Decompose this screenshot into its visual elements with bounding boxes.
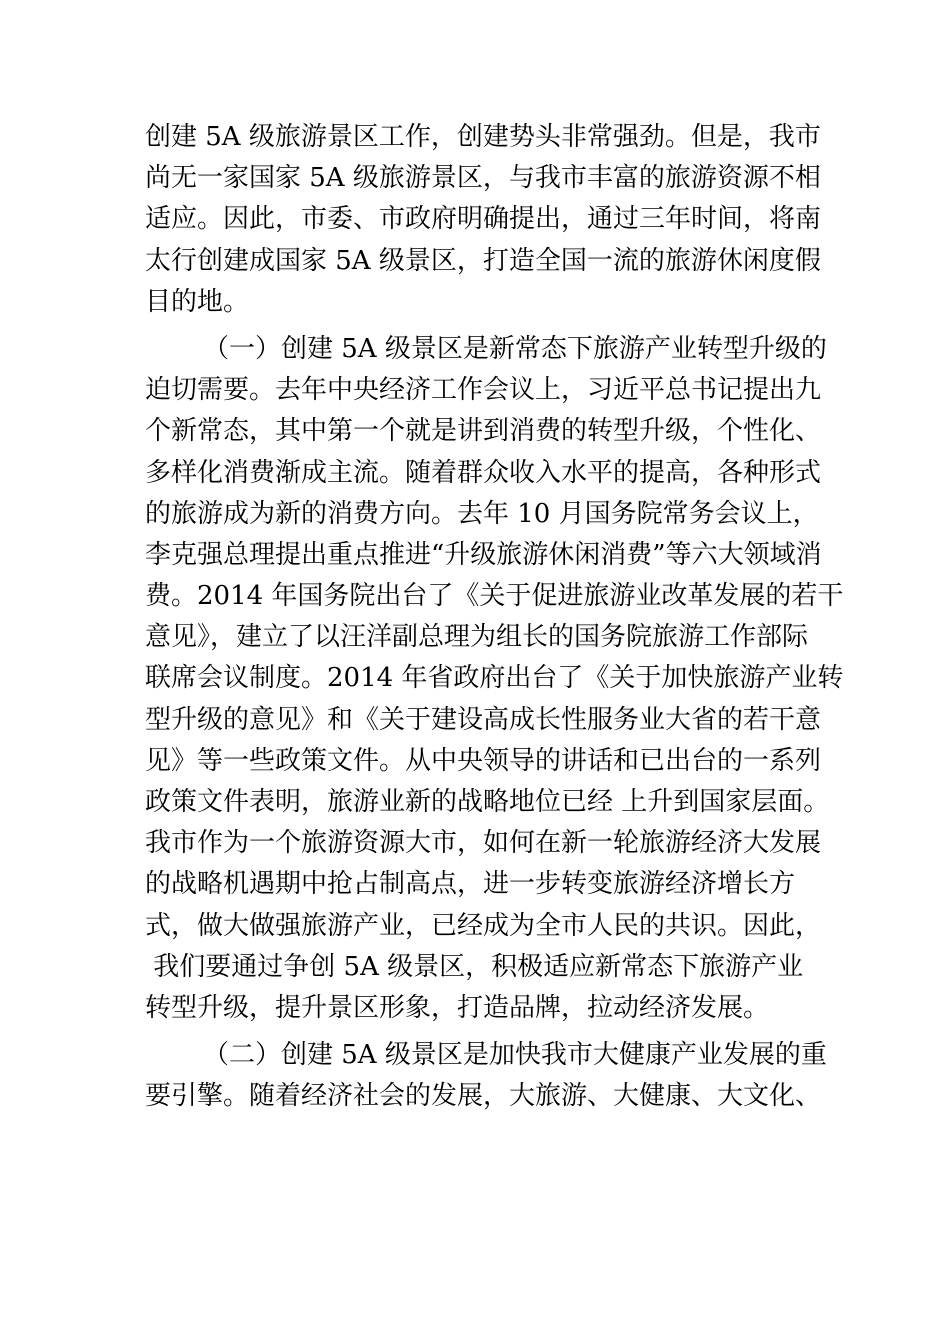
text-line: 费。2014 年国务院出台了《关于促进旅游业改革发展的若干 — [145, 581, 844, 612]
text-line: 我市作为一个旅游资源大市，如何在新一轮旅游经济大发展 — [145, 828, 822, 859]
text-line: 式，做大做强旅游产业，已经成为全市人民的共识。因此， — [145, 910, 822, 941]
text-line: 个新常态，其中第一个就是讲到消费的转型升级，个性化、 — [145, 416, 822, 447]
text-line: 多样化消费渐成主流。随着群众收入水平的提高，各种形式 — [145, 457, 822, 488]
text-line: 我们要通过争创 5A 级景区，积极适应新常态下旅游产业 — [145, 951, 804, 982]
paragraph-3 — [145, 1035, 827, 1117]
text-line: 创建 5A 级旅游景区工作，创建势头非常强劲。但是，我市 — [145, 122, 821, 152]
text-line: 的战略机遇期中抢占制高点，进一步转变旅游经济增长方 — [145, 869, 796, 900]
text-line: 太行创建成国家 5A 级景区，打造全国一流的旅游休闲度假 — [145, 245, 821, 276]
text-line: 转型升级，提升景区形象，打造品牌，拉动经济发展。 — [145, 992, 770, 1023]
text-line: 迫切需要。去年中央经济工作会议上，习近平总书记提出九 — [145, 375, 822, 406]
text-line: 目的地。 — [145, 286, 250, 317]
text-line: 尚无一家国家 5A 级旅游景区，与我市丰富的旅游资源不相 — [145, 163, 821, 194]
text-line: 政策文件表明，旅游业新的战略地位已经 上升到国家层面。 — [145, 787, 830, 817]
text-line: 意见》，建立了以汪洋副总理为组长的国务院旅游工作部际 — [145, 622, 809, 653]
document-body — [145, 117, 844, 1118]
paragraph-1 — [145, 117, 822, 323]
text-line: （一）创建 5A 级景区是新常态下旅游产业转型升级的 — [203, 333, 827, 364]
text-line: 李克强总理提出重点推进“升级旅游休闲消费”等六大领域消 — [145, 539, 822, 570]
text-line: （二）创建 5A 级景区是加快我市大健康产业发展的重 — [203, 1040, 827, 1071]
text-line: 适应。因此，市委、市政府明确提出，通过三年时间，将南 — [145, 204, 822, 235]
paragraph-2 — [145, 329, 844, 1029]
text-line: 见》等一些政策文件。从中央领导的讲话和已出台的一系列 — [145, 745, 822, 776]
text-line: 的旅游成为新的消费方向。去年 10 月国务院常务会议上， — [145, 498, 819, 529]
text-line: 联席会议制度。2014 年省政府出台了《关于加快旅游产业转 — [145, 663, 844, 694]
text-line: 要引擎。随着经济社会的发展，大旅游、大健康、大文化、 — [145, 1081, 822, 1112]
text-line: 型升级的意见》和《关于建设高成长性服务业大省的若干意 — [145, 704, 822, 735]
